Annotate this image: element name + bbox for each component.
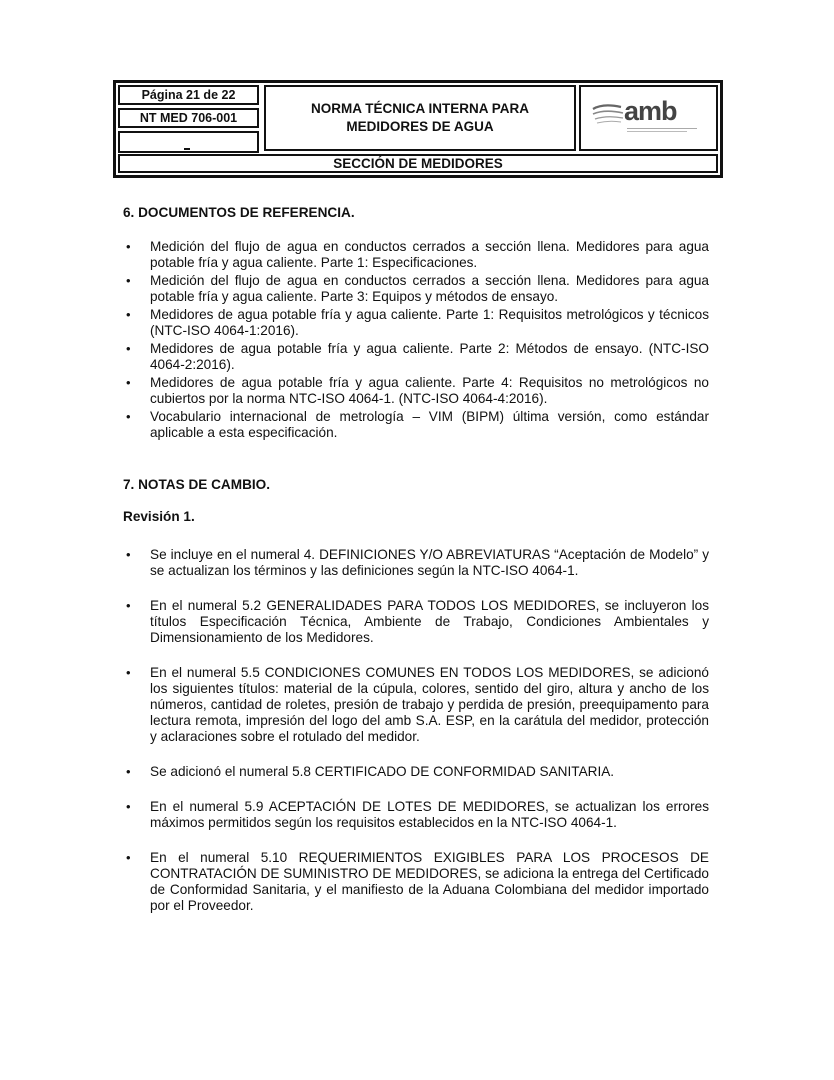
reference-item <box>123 239 709 271</box>
change-notes-list <box>123 547 709 914</box>
bullet-icon: • <box>126 409 131 424</box>
bullet-icon: • <box>126 273 131 288</box>
bullet-icon: • <box>126 764 131 779</box>
change-text: En el numeral 5.2 GENERALIDADES PARA TODOS LOS MEDIDORES, se incluyeron los títulos Especificación Técnica, Ambiente de Trabajo, Condiciones Ambientales y Dimensionamiento de los Medidores. <box>150 598 709 645</box>
reference-list <box>123 239 709 441</box>
wave-logo-icon <box>591 101 625 129</box>
bullet-icon: • <box>126 239 131 254</box>
header-meta <box>118 85 259 156</box>
logo-wordmark: amb <box>624 96 677 126</box>
title-line-2: MEDIDORES DE AGUA <box>346 119 494 134</box>
document-title <box>264 85 576 151</box>
bullet-icon: • <box>126 799 131 814</box>
document-header <box>113 80 723 178</box>
change-text: En el numeral 5.10 REQUERIMIENTOS EXIGIBLES PARA LOS PROCESOS DE CONTRATACIÓN DE SUMINISTRO DE MEDIDORES, se adiciona la entrega del Certificado de Conformidad Sanitaria, y el manifiesto de la Aduana Colombiana del medidor importado por el Proveedor. <box>150 850 709 913</box>
reference-text: Medidores de agua potable fría y agua caliente. Parte 4: Requisitos no metrológicos no cubiertos por la norma NTC-ISO 4064-1. (NTC-ISO 4064-4:2016). <box>150 375 709 406</box>
page-number: Página 21 de 22 <box>118 85 259 105</box>
change-text: Se incluye en el numeral 4. DEFINICIONES Y/O ABREVIATURAS “Aceptación de Modelo” y se actualizan los términos y las definiciones según la NTC-ISO 4064-1. <box>150 547 709 578</box>
reference-text: Medición del flujo de agua en conductos cerrados a sección llena. Medidores para agua potable fría y agua caliente. Parte 1: Especificaciones. <box>150 239 709 270</box>
bullet-icon: • <box>126 665 131 680</box>
change-item <box>123 547 709 579</box>
document-code: NT MED 706-001 <box>118 108 259 128</box>
bullet-icon: • <box>126 547 131 562</box>
change-item <box>123 598 709 646</box>
logo-tagline-graphic <box>627 127 697 133</box>
reference-text: Medición del flujo de agua en conductos cerrados a sección llena. Medidores para agua potable fría y agua caliente. Parte 3: Equipos y métodos de ensayo. <box>150 273 709 304</box>
reference-item <box>123 409 709 441</box>
document-body <box>123 205 709 933</box>
bullet-icon: • <box>126 307 131 322</box>
change-item <box>123 665 709 745</box>
reference-text: Medidores de agua potable fría y agua caliente. Parte 2: Métodos de ensayo. (NTC-ISO 4064-2:2016). <box>150 341 709 372</box>
bullet-icon: • <box>126 598 131 613</box>
change-text: En el numeral 5.5 CONDICIONES COMUNES EN TODOS LOS MEDIDORES, se adicionó los siguientes títulos: material de la cúpula, colores, sentido del giro, altura y ancho de los números, cantidad de roletes, presión de trabajo y perdida de presión, preequipamento para lectura remota, impresión del logo del amb S.A. ESP, en la carátula del medidor, protección y aclaraciones sobre el rotulado del medidor. <box>150 665 709 744</box>
logo-box <box>579 85 718 151</box>
reference-item <box>123 341 709 373</box>
change-item <box>123 799 709 831</box>
reference-item <box>123 307 709 339</box>
bullet-icon: • <box>126 850 131 865</box>
change-item <box>123 850 709 914</box>
reference-text: Medidores de agua potable fría y agua caliente. Parte 1: Requisitos metrológicos y técnicos (NTC-ISO 4064-1:2016). <box>150 307 709 338</box>
change-text: Se adicionó el numeral 5.8 CERTIFICADO DE CONFORMIDAD SANITARIA. <box>150 764 615 779</box>
amb-logo <box>591 96 709 139</box>
reference-text: Vocabulario internacional de metrología – VIM (BIPM) última versión, como estándar aplicable a esta especificación. <box>150 409 709 440</box>
section-7-heading: 7. NOTAS DE CAMBIO. <box>123 477 271 492</box>
dash-mark <box>184 148 190 150</box>
revision-label: Revisión 1. <box>123 509 195 524</box>
title-line-1: NORMA TÉCNICA INTERNA PARA <box>311 101 529 116</box>
section-name: SECCIÓN DE MEDIDORES <box>118 154 718 173</box>
section-6-heading: 6. DOCUMENTOS DE REFERENCIA. <box>123 205 355 220</box>
change-text: En el numeral 5.9 ACEPTACIÓN DE LOTES DE MEDIDORES, se actualizan los errores máximos permitidos según los requisitos establecidos en la NTC-ISO 4064-1. <box>150 799 709 830</box>
bullet-icon: • <box>126 341 131 356</box>
reference-item <box>123 273 709 305</box>
bullet-icon: • <box>126 375 131 390</box>
change-item <box>123 764 709 780</box>
reference-item <box>123 375 709 407</box>
empty-cell <box>118 131 259 153</box>
